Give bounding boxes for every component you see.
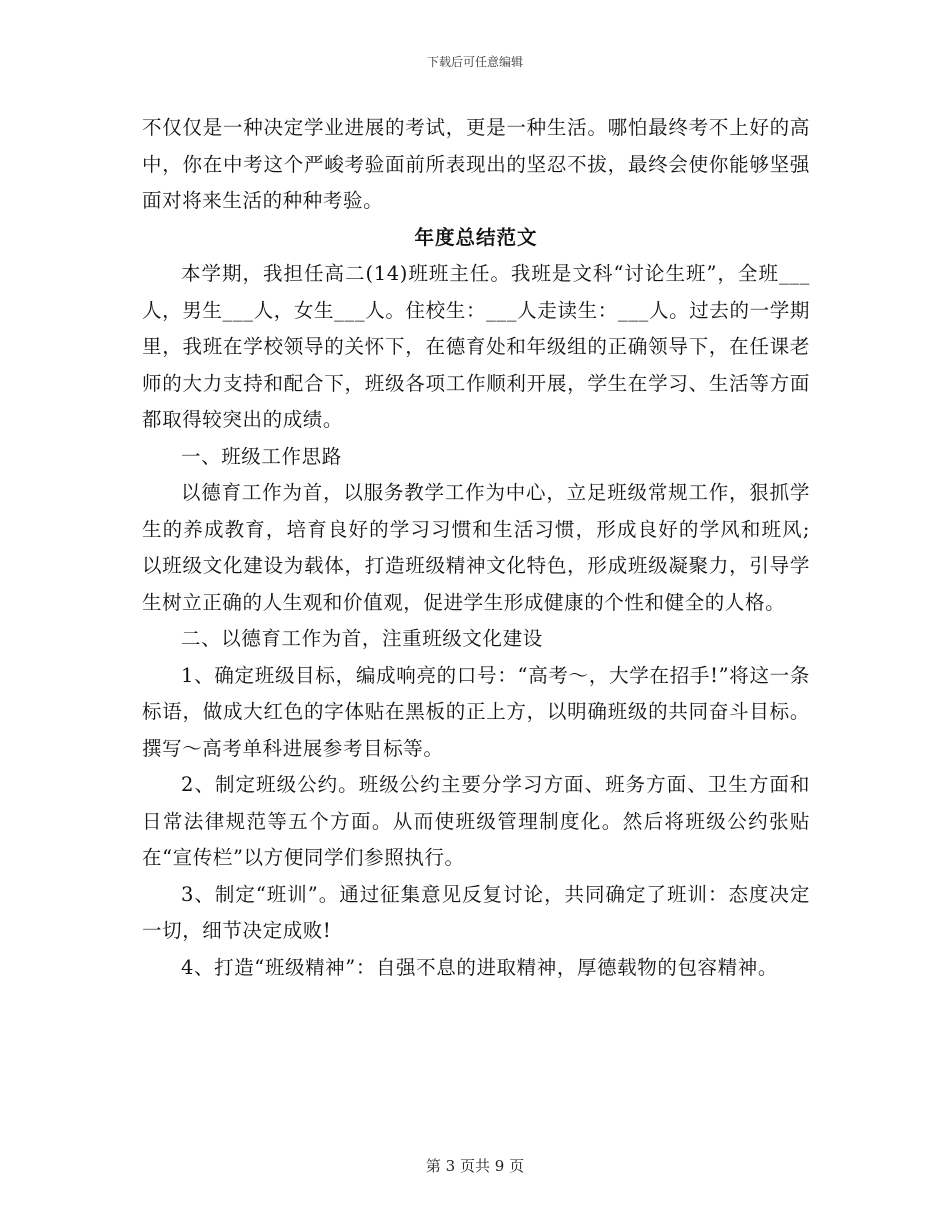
section-heading-2: 二、以德育工作为首，注重班级文化建设	[181, 627, 543, 650]
section-heading-1: 一、班级工作思路	[181, 444, 342, 468]
intro-paragraph: 不仅仅是一种决定学业进展的考试，更是一种生活。哪怕最终考不上好的高中，你在中考这个严峻考验面前所表现出的坚忍不拔，最终会使你能够坚强面对将来生活的种种考验。	[142, 116, 810, 212]
list-item-class-motto: 3、制定“班训”。通过征集意见反复讨论，共同确定了班训：态度决定一切，细节决定成败!	[142, 882, 810, 942]
list-item-class-goal: 1、确定班级目标，编成响亮的口号：“高考～，大学在招手!”将这一条标语，做成大红色的字体贴在黑板的正上方，以明确班级的共同奋斗目标。撰写～高考单科进展参考目标等。	[142, 663, 810, 760]
list-item-class-spirit: 4、打造“班级精神”：自强不息的进取精神，厚德载物的包容精神。	[181, 955, 778, 979]
document-title: 年度总结范文	[414, 225, 538, 249]
page-indicator: 第 3 页共 9 页	[425, 1157, 525, 1175]
paragraph-overview: 本学期，我担任高二(14)班班主任。我班是文科“讨论生班”，全班___人，男生___人，女生___人。住校生：___人走读生：___人。过去的一学期里，我班在学校领导的关怀下，在德育处和年级组的正确领导下，在任课老师的大力支持和配合下，班级各项工作顺利开展，学生在学习、生活等方面都取得较突出的成绩。	[142, 262, 810, 431]
paragraph-work-approach: 以德育工作为首，以服务教学工作为中心，立足班级常规工作，狠抓学生的养成教育，培育良好的学习习惯和生活习惯，形成良好的学风和班风;以班级文化建设为载体，打造班级精神文化特色，形成班级凝聚力，引导学生树立正确的人生观和价值观，促进学生形成健康的个性和健全的人格。	[142, 481, 810, 614]
header-note: 下载后可任意编辑	[426, 55, 523, 69]
document-body	[142, 110, 810, 986]
list-item-class-convention: 2、制定班级公约。班级公约主要分学习方面、班务方面、卫生方面和日常法律规范等五个方面。从而使班级管理制度化。然后将班级公约张贴在“宣传栏”以方便同学们参照执行。	[142, 773, 810, 869]
